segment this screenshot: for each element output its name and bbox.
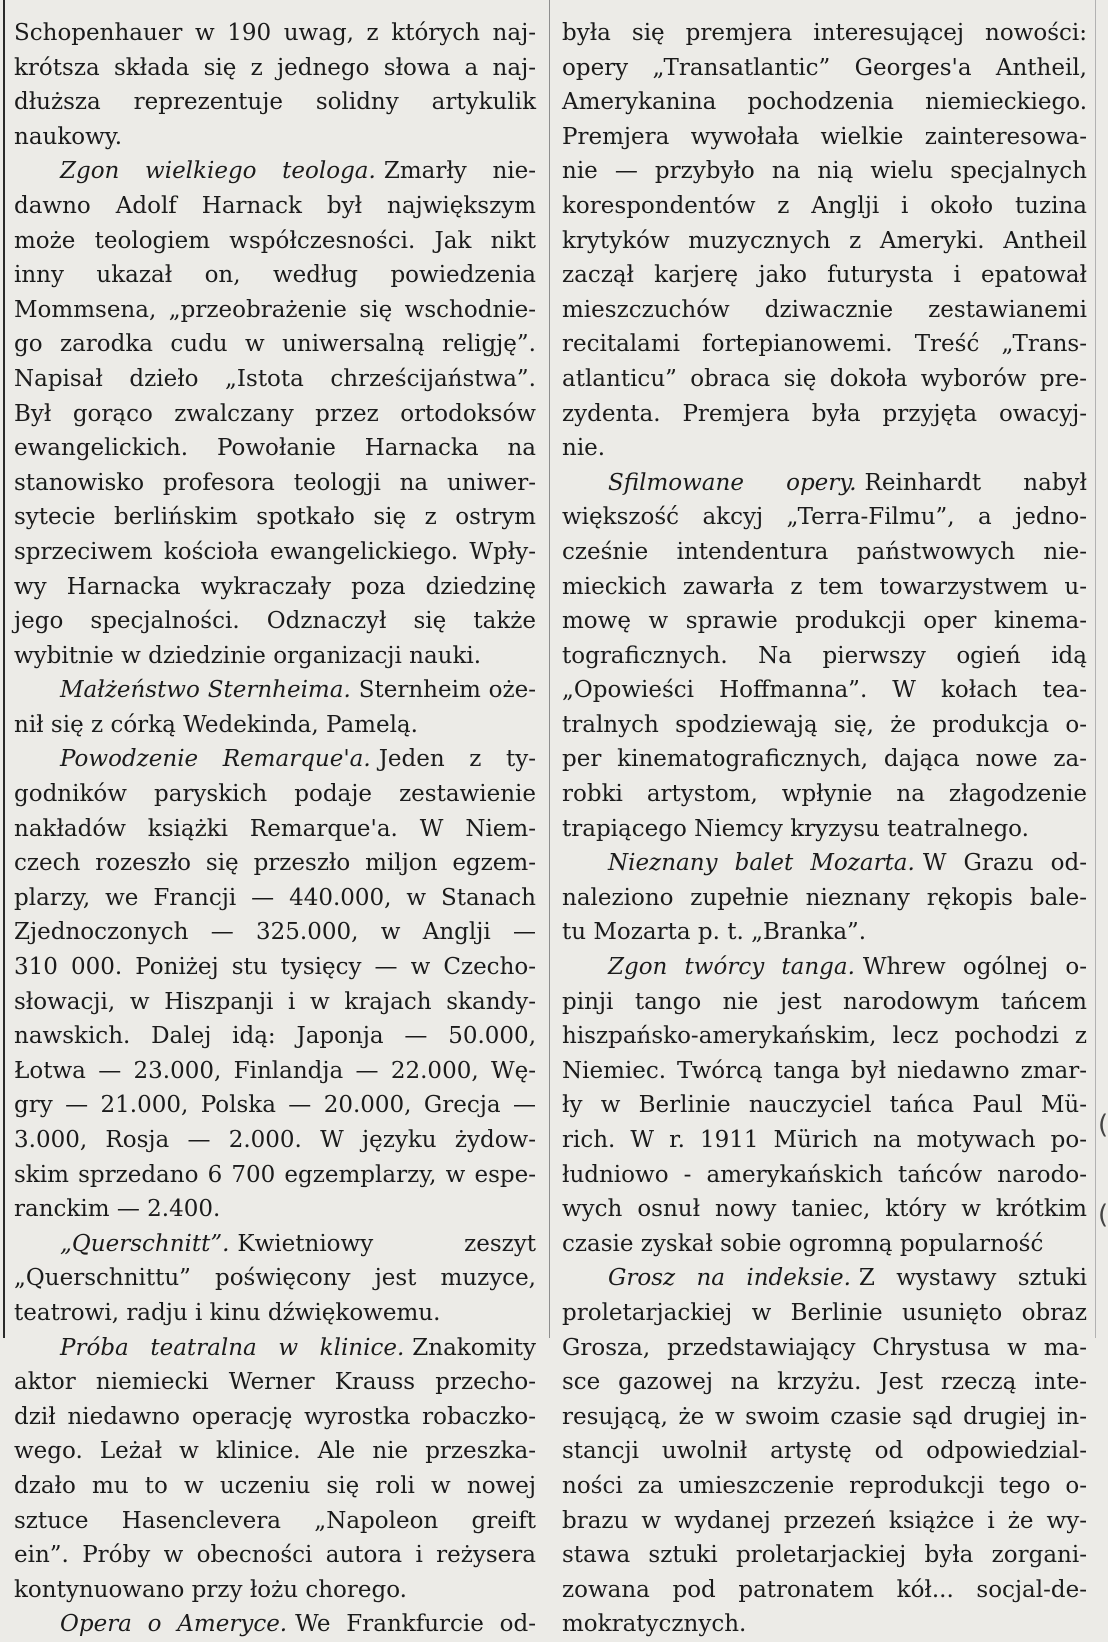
section-start-line — [14, 154, 536, 189]
text-line: recitalami fortepianowemi. Treść „Trans- — [562, 331, 1087, 358]
text-line: sprzeciwem kościoła ewangelickiego. Wpły- — [14, 538, 536, 565]
text-line: zydenta. Premjera była przyjęta owacyj- — [562, 400, 1087, 427]
text-line: „Querschnittu” poświęcony jest muzyce, — [14, 1265, 536, 1292]
left-border-rule — [3, 0, 5, 1338]
text-line: ły w Berlinie nauczyciel tańca Paul Mü- — [562, 1092, 1087, 1119]
text-line: teatrowi, radju i kinu dźwiękowemu. — [14, 1299, 441, 1326]
text-line: dłuższa reprezentuje solidny artykulik — [14, 89, 536, 116]
text-line: cześnie intendentura państwowych nie- — [562, 538, 1087, 565]
text-line: Mommsena, „przeobrażenie się wschodnie- — [14, 296, 536, 323]
margin-mark: ( — [1098, 1110, 1108, 1140]
text-line: godników paryskich podaje zestawienie — [14, 781, 536, 808]
text-line: Był gorąco zwalczany przez ortodoksów — [14, 400, 536, 427]
section-start-line — [14, 673, 536, 708]
text-line: Niemiec. Twórcą tanga był niedawno zmar- — [562, 1057, 1087, 1084]
section-heading: Próba teatralna w klinice. — [60, 1334, 405, 1361]
text-line: dził niedawno operację wyrostka robaczko- — [14, 1403, 536, 1430]
section-heading: Małżeństwo Sternheima. — [60, 677, 351, 704]
text-line: plarzy, we Francji — 440.000, w Stanach — [14, 884, 536, 911]
text-line: krytyków muzycznych z Ameryki. Antheil — [562, 227, 1087, 254]
text-line: ności za umieszczenie reprodukcji tego o- — [562, 1472, 1087, 1499]
section-start-line — [14, 1227, 536, 1262]
text-line: go zarodka cudu w uniwersalną religję”. — [14, 331, 536, 358]
text-line: tralnych spodziewają się, że produkcja o- — [562, 711, 1087, 738]
text-line: mokratycznych. — [562, 1611, 747, 1638]
section-start-line — [562, 466, 1087, 501]
text-line: tu Mozarta p. t. „Branka”. — [562, 919, 867, 946]
text-line: opery „Transatlantic” Georges'a Antheil, — [562, 54, 1087, 81]
text-line: korespondentów z Anglji i około tuzina — [562, 192, 1087, 219]
text-line: aktor niemiecki Werner Krauss przecho- — [14, 1369, 536, 1396]
text-line: Sternheim oże- — [358, 677, 537, 704]
text-line: Grosza, przedstawiający Chrystusa w ma- — [562, 1334, 1087, 1361]
text-line: ranckim — 2.400. — [14, 1196, 221, 1223]
text-line: Z wystawy sztuki — [858, 1265, 1087, 1292]
section-start-line — [562, 846, 1087, 881]
text-line: proletarjackiej w Berlinie usunięto obraz — [562, 1299, 1087, 1326]
text-line: skim sprzedano 6 700 egzemplarzy, w espe- — [14, 1161, 536, 1188]
text-line: zowana pod patronatem kół... socjal-de- — [562, 1576, 1087, 1603]
text-line: sytecie berlińskim spotkało się z ostrym — [14, 504, 536, 531]
text-line: Whrew ogólnej o- — [862, 954, 1087, 981]
text-line: jego specjalności. Odznaczył się także — [14, 608, 536, 635]
text-line: mowę w sprawie produkcji oper kinema- — [562, 608, 1087, 635]
text-line: nił się z córką Wedekinda, Pamelą. — [14, 711, 418, 738]
text-line: czech rozeszło się przeszło miljon egzem- — [14, 850, 536, 877]
section-start-line — [14, 742, 536, 777]
page-right-edge — [1095, 0, 1096, 1338]
text-line: rich. W r. 1911 Mürich na motywach po- — [562, 1127, 1087, 1153]
text-line: Amerykanina pochodzenia niemieckiego. — [562, 89, 1087, 116]
text-line: nakładów książki Remarque'a. W Niem- — [14, 815, 536, 842]
section-heading: Nieznany balet Mozarta. — [608, 850, 915, 877]
text-line: słowacji, w Hiszpanji i w krajach skandy- — [14, 988, 536, 1015]
column-divider — [549, 0, 550, 1338]
text-line: Kwietniowy zeszyt — [237, 1230, 536, 1257]
text-line: We Frankfurcie od- — [295, 1611, 536, 1638]
section-start-line — [14, 1331, 536, 1366]
text-line: tograficznych. Na pierwszy ogień idą — [562, 642, 1087, 669]
text-line: nie. — [562, 435, 606, 462]
text-line: wego. Leżał w klinice. Ale nie przeszka- — [14, 1438, 536, 1465]
section-start-line — [14, 1607, 536, 1642]
text-line: Zmarły nie- — [383, 158, 537, 185]
text-line: naukowy. — [14, 123, 123, 150]
text-line: resującą, że w swoim czasie sąd drugiej in- — [562, 1403, 1087, 1430]
text-line: robki artystom, wpłynie na złagodzenie — [562, 781, 1087, 808]
text-line: stanowisko profesora teologji na uniwer- — [14, 469, 536, 496]
left-column — [14, 16, 536, 1642]
text-line: stawa sztuki proletarjackiej była zorgani- — [562, 1542, 1087, 1569]
text-line: inny ukazał on, według powiedzenia — [14, 262, 536, 289]
text-line: pinji tango nie jest narodowym tańcem — [562, 988, 1087, 1015]
text-line: Łotwa — 23.000, Finlandja — 22.000, Wę- — [14, 1057, 536, 1084]
text-line: Jeden z ty- — [378, 746, 536, 773]
margin-mark: ( — [1098, 1200, 1108, 1230]
text-line: wy Harnacka wykraczały poza dziedzinę — [14, 573, 536, 600]
text-line: trapiącego Niemcy kryzysu teatralnego. — [562, 815, 1029, 842]
text-line: per kinematograficznych, dająca nowe za- — [562, 746, 1087, 773]
text-line: Zjednoczonych — 325.000, w Anglji — — [14, 919, 536, 946]
text-line: kontynuowano przy łożu chorego. — [14, 1576, 407, 1603]
text-line: sce gazowej na krzyżu. Jest rzeczą inte- — [562, 1369, 1087, 1396]
text-line: łudniowo - amerykańskich tańców narodo- — [562, 1161, 1087, 1188]
text-line: ein”. Próby w obecności autora i reżysera — [14, 1542, 536, 1569]
text-line: naleziono zupełnie nieznany rękopis bale- — [562, 884, 1087, 911]
text-line: hiszpańsko-amerykańskim, lecz pochodzi z — [562, 1023, 1087, 1050]
text-line: W Grazu od- — [922, 850, 1087, 877]
section-heading: Sfilmowane opery. — [608, 469, 857, 496]
text-line: większość akcyj „Terra-Filmu”, a jedno- — [562, 504, 1087, 531]
section-start-line — [562, 1261, 1087, 1296]
text-line: Napisał dzieło „Istota chrześcijaństwa”. — [14, 365, 536, 392]
text-line: 310 000. Poniżej stu tysięcy — w Czecho- — [14, 954, 536, 981]
text-line: mieckich zawarła z tem towarzystwem u- — [562, 573, 1087, 600]
text-line: mieszczuchów dziwacznie zestawianemi — [562, 296, 1087, 323]
text-line: zaczął karjerę jako futurysta i epatował — [562, 262, 1087, 289]
section-start-line — [562, 950, 1087, 985]
text-line: „Opowieści Hoffmanna”. W kołach tea- — [562, 677, 1087, 704]
text-line: czasie zyskał sobie ogromną popularność — [562, 1230, 1044, 1257]
text-line: sztuce Hasenclevera „Napoleon greift — [14, 1507, 536, 1534]
section-heading: Zgon twórcy tanga. — [608, 954, 855, 981]
section-heading: Zgon wielkiego teologa. — [60, 158, 376, 185]
text-line: może teologiem współczesności. Jak nikt — [14, 227, 536, 254]
text-line: stancji uwolnił artystę od odpowiedzial- — [562, 1438, 1087, 1465]
text-line: wych osnuł nowy taniec, który w krótkim — [562, 1196, 1087, 1223]
text-line: krótsza składa się z jednego słowa a naj- — [14, 54, 536, 81]
text-line: Znakomity — [412, 1334, 536, 1361]
section-heading: Opera o Ameryce. — [60, 1611, 288, 1638]
text-line: 3.000, Rosja — 2.000. W języku żydow- — [14, 1127, 536, 1153]
section-heading: Grosz na indeksie. — [608, 1265, 851, 1292]
text-line: nawskich. Dalej idą: Japonja — 50.000, — [14, 1023, 536, 1050]
text-line: Premjera wywołała wielkie zainteresowa- — [562, 123, 1087, 150]
section-heading: Powodzenie Remarque'a. — [60, 746, 371, 773]
section-heading: „Querschnitt”. — [60, 1230, 230, 1257]
text-line: nie — przybyło na nią wielu specjalnych — [562, 158, 1087, 185]
text-line: wybitnie w dziedzinie organizacji nauki. — [14, 642, 482, 669]
text-line: gry — 21.000, Polska — 20.000, Grecja — — [14, 1092, 536, 1119]
text-line: dawno Adolf Harnack był największym — [14, 192, 536, 219]
text-line: brazu w wydanej przezeń książce i że wy- — [562, 1507, 1087, 1534]
text-line: Schopenhauer w 190 uwag, z których naj- — [14, 20, 536, 46]
right-column — [562, 16, 1087, 1642]
text-line: była się premjera interesującej nowości: — [562, 20, 1087, 46]
text-line: dzało mu to w uczeniu się roli w nowej — [14, 1472, 536, 1499]
text-line: ewangelickich. Powołanie Harnacka na — [14, 435, 536, 462]
text-line: atlanticu” obraca się dokoła wyborów pre- — [562, 365, 1087, 392]
text-line: Reinhardt nabył — [864, 469, 1088, 496]
